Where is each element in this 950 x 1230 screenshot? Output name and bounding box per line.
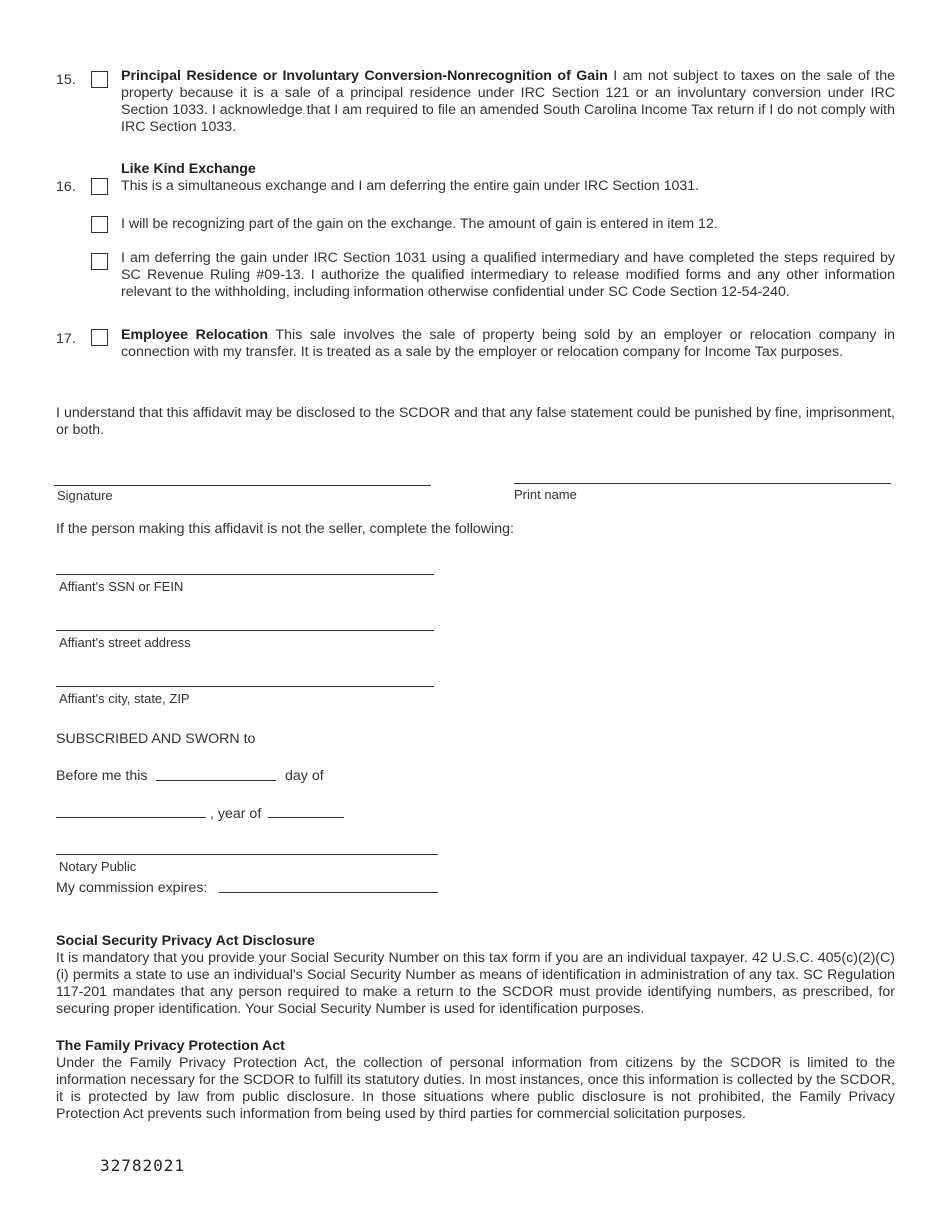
signature-label: Signature bbox=[57, 488, 113, 503]
item-17-title: Employee Relocation bbox=[121, 327, 269, 343]
print-name-label: Print name bbox=[514, 487, 577, 502]
print-name-line[interactable] bbox=[514, 483, 891, 484]
before-me-text: Before me this bbox=[56, 768, 148, 784]
item-17-text bbox=[121, 327, 895, 361]
item-16-option2-checkbox[interactable] bbox=[91, 216, 108, 233]
year-of-text: , year of bbox=[210, 806, 262, 822]
signature-line[interactable] bbox=[54, 485, 431, 486]
family-privacy-text: Under the Family Privacy Protection Act, the collection of personal information from citizens by the SCDOR is limited to the information necessary for the SCDOR to fulfill its statutory duties. In most instances, once this information is collected by the SCDOR, it is protected by law from public disclosure. In those situations where public disclosure is not prohibited, the Family Privacy Protection Act prevents such information from being used by third parties for commercial solicitation purposes. bbox=[56, 1055, 895, 1122]
year-line[interactable] bbox=[268, 817, 344, 818]
item-16-title: Like Kind Exchange bbox=[121, 161, 256, 177]
notary-public-label: Notary Public bbox=[59, 859, 137, 874]
sworn-text: SUBSCRIBED AND SWORN to bbox=[56, 731, 256, 747]
affidavit-statement: I understand that this affidavit may be disclosed to the SCDOR and that any false statement could be punished by fine, imprisonment, or both. bbox=[56, 405, 895, 438]
item-17-checkbox[interactable] bbox=[91, 329, 108, 346]
affiant-city-line[interactable] bbox=[56, 686, 434, 687]
item-17-number: 17. bbox=[56, 331, 76, 347]
item-16-number: 16. bbox=[56, 179, 76, 195]
commission-line[interactable] bbox=[219, 892, 438, 893]
commission-text: My commission expires: bbox=[56, 880, 208, 896]
item-16-option3-text: I am deferring the gain under IRC Section 1031 using a qualified intermediary and have completed the steps required by SC Revenue Ruling #09-13. I authorize the qualified intermediary to release modified forms and any other information relevant to the withholding, including information otherwise confidential under SC Code Section 12-54-240. bbox=[121, 250, 895, 300]
item-15-title: Principal Residence or Involuntary Conversion-Nonrecognition of Gain bbox=[121, 68, 608, 84]
item-15-body: I am not subject to taxes on the sale of the property because it is a sale of a principal residence under IRC Section 121 or an involuntary conversion under IRC Section 1033. I acknowledge that I am required to file an amended South Carolina Income Tax return if I do not comply with IRC Section 1033. bbox=[121, 68, 895, 135]
ss-privacy-text: It is mandatory that you provide your Social Security Number on this tax form if you are an individual taxpayer. 42 U.S.C. 405(c)(2)(C)(i) permits a state to use an individual's Social Security Number as means of identification in administration of any tax. SC Regulation 117-201 mandates that any person required to make a return to the SCDOR must provide identifying numbers, as prescribed, for securing proper identification. Your Social Security Number is used for identification purposes. bbox=[56, 950, 895, 1017]
not-seller-note: If the person making this affidavit is not the seller, complete the following: bbox=[56, 521, 514, 537]
affiant-ssn-line[interactable] bbox=[56, 574, 434, 575]
month-line[interactable] bbox=[56, 817, 206, 818]
item-16-option1-text: This is a simultaneous exchange and I am deferring the entire gain under IRC Section 1031. bbox=[121, 178, 700, 194]
day-of-text: day of bbox=[285, 768, 324, 784]
ss-privacy-title: Social Security Privacy Act Disclosure bbox=[56, 933, 315, 949]
item-15-text bbox=[121, 68, 895, 136]
item-15-number: 15. bbox=[56, 72, 76, 88]
item-17-body: This sale involves the sale of property being sold by an employer or relocation company in connection with my transfer. It is treated as a sale by the employer or relocation company for Income Tax purposes. bbox=[121, 327, 895, 360]
affiant-street-line[interactable] bbox=[56, 630, 434, 631]
item-16-option2-text: I will be recognizing part of the gain on the exchange. The amount of gain is entered in item 12. bbox=[121, 216, 718, 232]
day-line[interactable] bbox=[156, 780, 276, 781]
item-15-checkbox[interactable] bbox=[91, 71, 108, 88]
form-code: 32782021 bbox=[100, 1156, 186, 1175]
affiant-street-label: Affiant's street address bbox=[59, 635, 191, 650]
affiant-city-label: Affiant's city, state, ZIP bbox=[59, 691, 190, 706]
affiant-ssn-label: Affiant's SSN or FEIN bbox=[59, 579, 184, 594]
item-16-option3-checkbox[interactable] bbox=[91, 253, 108, 270]
family-privacy-title: The Family Privacy Protection Act bbox=[56, 1038, 285, 1054]
item-16-option1-checkbox[interactable] bbox=[91, 178, 108, 195]
notary-signature-line[interactable] bbox=[56, 854, 438, 855]
